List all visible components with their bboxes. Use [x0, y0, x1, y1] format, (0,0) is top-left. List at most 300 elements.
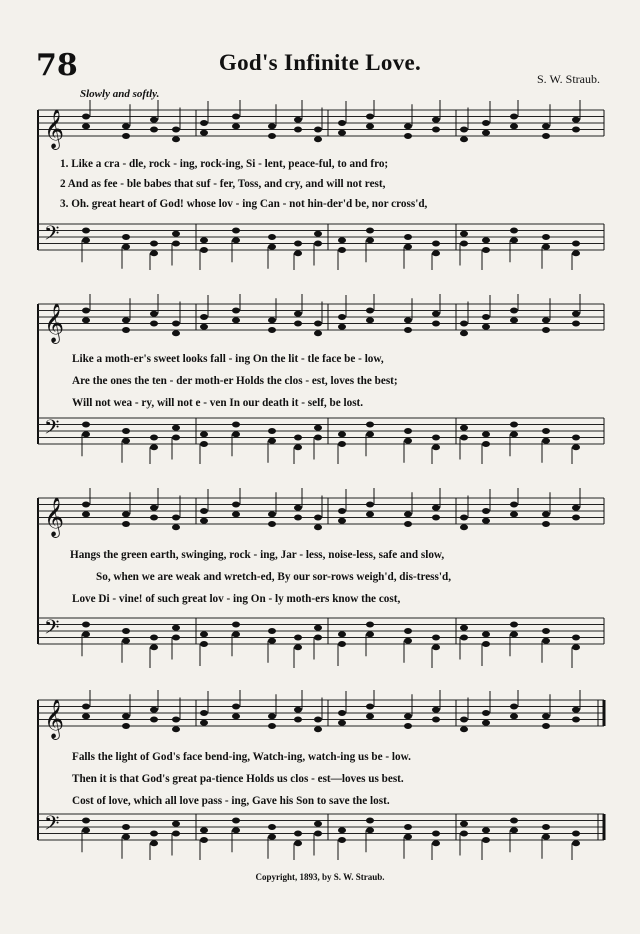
note-head — [232, 422, 240, 428]
note-head — [366, 704, 374, 710]
note-head — [294, 321, 302, 327]
note-head — [366, 818, 374, 824]
note-head — [432, 435, 440, 441]
note-head — [232, 502, 240, 508]
note-head — [338, 237, 346, 243]
note-head — [294, 840, 302, 846]
note-head — [542, 628, 550, 634]
note-head — [294, 644, 302, 650]
note-head — [542, 521, 550, 527]
note-head — [338, 130, 346, 136]
note-head — [268, 723, 276, 729]
note-head — [510, 237, 518, 243]
note-head — [404, 824, 412, 830]
note-head — [338, 324, 346, 330]
note-head — [294, 241, 302, 247]
note-head — [510, 114, 518, 120]
note-head — [314, 717, 322, 723]
note-head — [510, 431, 518, 437]
lyrics-block — [36, 544, 606, 610]
note-head — [482, 641, 490, 647]
note-head — [82, 502, 90, 508]
lyric-line-verse-1: Like a moth-er's sweet looks fall - ing On the lit - tle face be - low, — [72, 353, 384, 365]
note-head — [200, 641, 208, 647]
note-head — [314, 330, 322, 336]
note-head — [268, 824, 276, 830]
note-head — [172, 726, 180, 732]
note-head — [232, 622, 240, 628]
note-head — [314, 821, 322, 827]
note-head — [542, 234, 550, 240]
note-head — [150, 444, 158, 450]
note-head — [172, 127, 180, 133]
note-head — [200, 324, 208, 330]
note-head — [82, 704, 90, 710]
note-head — [460, 625, 468, 631]
note-head — [314, 136, 322, 142]
note-head — [338, 518, 346, 524]
note-head — [572, 311, 580, 317]
note-head — [268, 521, 276, 527]
note-head — [460, 821, 468, 827]
note-head — [150, 117, 158, 123]
note-head — [172, 821, 180, 827]
note-head — [150, 831, 158, 837]
note-head — [172, 831, 180, 837]
note-head — [542, 133, 550, 139]
note-head — [82, 228, 90, 234]
note-head — [482, 508, 490, 514]
note-head — [460, 136, 468, 142]
lyric-line-verse-3: Love Di - vine! of such great lov - ing On - ly moth-ers know the cost, — [72, 593, 401, 605]
lyrics-block — [36, 348, 606, 414]
note-head — [268, 511, 276, 517]
note-head — [460, 231, 468, 237]
note-head — [200, 431, 208, 437]
note-head — [338, 508, 346, 514]
note-head — [432, 717, 440, 723]
note-head — [150, 250, 158, 256]
note-head — [232, 818, 240, 824]
note-head — [338, 631, 346, 637]
note-head — [122, 438, 130, 444]
note-head — [200, 314, 208, 320]
note-head — [232, 704, 240, 710]
note-head — [314, 435, 322, 441]
note-head — [294, 117, 302, 123]
note-head — [542, 511, 550, 517]
hymn-header — [0, 48, 640, 88]
note-head — [482, 837, 490, 843]
note-head — [366, 631, 374, 637]
bass-clef-icon: 𝄢 — [44, 811, 60, 840]
note-head — [460, 321, 468, 327]
note-head — [200, 237, 208, 243]
note-head — [460, 435, 468, 441]
note-head — [232, 237, 240, 243]
note-head — [366, 622, 374, 628]
note-head — [268, 428, 276, 434]
note-head — [268, 244, 276, 250]
note-head — [294, 444, 302, 450]
note-head — [510, 502, 518, 508]
note-head — [314, 241, 322, 247]
note-head — [482, 441, 490, 447]
note-head — [314, 127, 322, 133]
note-head — [542, 317, 550, 323]
note-head — [82, 123, 90, 129]
note-head — [172, 231, 180, 237]
note-head — [232, 317, 240, 323]
note-head — [460, 831, 468, 837]
note-head — [404, 438, 412, 444]
lyric-line-verse-3: 3. Oh. great heart of God! whose lov - ing Can - not hin-der'd be, nor cross'd, — [60, 198, 428, 210]
note-head — [294, 831, 302, 837]
note-head — [314, 726, 322, 732]
note-head — [150, 635, 158, 641]
note-head — [150, 241, 158, 247]
note-head — [122, 834, 130, 840]
note-head — [232, 114, 240, 120]
note-head — [122, 723, 130, 729]
note-head — [122, 428, 130, 434]
note-head — [366, 511, 374, 517]
note-head — [314, 635, 322, 641]
note-head — [404, 133, 412, 139]
note-head — [572, 717, 580, 723]
note-head — [172, 330, 180, 336]
lyric-line-verse-2: Are the ones the ten - der moth-er Holds the clos - est, loves the best; — [72, 375, 398, 387]
note-head — [268, 317, 276, 323]
note-head — [366, 123, 374, 129]
treble-clef-icon: 𝄞 — [44, 497, 65, 537]
note-head — [404, 723, 412, 729]
note-head — [432, 321, 440, 327]
note-head — [432, 241, 440, 247]
bass-clef-icon: 𝄢 — [44, 615, 60, 644]
note-head — [404, 244, 412, 250]
note-head — [122, 234, 130, 240]
note-head — [366, 317, 374, 323]
note-head — [314, 425, 322, 431]
note-head — [572, 515, 580, 521]
note-head — [82, 237, 90, 243]
note-head — [172, 136, 180, 142]
note-head — [338, 431, 346, 437]
note-head — [366, 308, 374, 314]
note-head — [150, 311, 158, 317]
note-head — [172, 635, 180, 641]
note-head — [122, 824, 130, 830]
lyric-line-verse-3: Will not wea - ry, will not e - ven In our death it - self, be lost. — [72, 397, 364, 409]
note-head — [200, 518, 208, 524]
note-head — [404, 234, 412, 240]
lyric-line-verse-1: Hangs the green earth, swinging, rock - ing, Jar - less, noise-less, safe and slow, — [70, 549, 445, 561]
note-head — [542, 123, 550, 129]
note-head — [268, 638, 276, 644]
note-head — [268, 628, 276, 634]
note-head — [314, 515, 322, 521]
note-head — [82, 631, 90, 637]
music-system-4 — [36, 690, 606, 860]
note-head — [432, 127, 440, 133]
note-head — [572, 444, 580, 450]
note-head — [432, 644, 440, 650]
note-head — [122, 317, 130, 323]
note-head — [172, 425, 180, 431]
note-head — [542, 428, 550, 434]
note-head — [366, 422, 374, 428]
note-head — [338, 441, 346, 447]
note-head — [200, 441, 208, 447]
note-head — [482, 827, 490, 833]
note-head — [510, 511, 518, 517]
note-head — [460, 241, 468, 247]
note-head — [432, 505, 440, 511]
note-head — [572, 831, 580, 837]
note-head — [150, 840, 158, 846]
page-number: 78 — [36, 48, 78, 83]
note-head — [404, 428, 412, 434]
note-head — [432, 250, 440, 256]
note-head — [172, 241, 180, 247]
note-head — [122, 713, 130, 719]
note-head — [268, 327, 276, 333]
note-head — [432, 840, 440, 846]
note-head — [82, 308, 90, 314]
note-head — [338, 120, 346, 126]
note-head — [572, 117, 580, 123]
note-head — [404, 123, 412, 129]
treble-clef-icon: 𝄞 — [44, 699, 65, 739]
note-head — [122, 244, 130, 250]
note-head — [482, 120, 490, 126]
note-head — [82, 622, 90, 628]
note-head — [338, 837, 346, 843]
note-head — [294, 515, 302, 521]
note-head — [542, 638, 550, 644]
note-head — [122, 521, 130, 527]
note-head — [200, 130, 208, 136]
note-head — [510, 704, 518, 710]
note-head — [572, 707, 580, 713]
music-system-3 — [36, 488, 606, 668]
note-head — [200, 631, 208, 637]
note-head — [232, 827, 240, 833]
copyright-notice: Copyright, 1893, by S. W. Straub. — [255, 872, 385, 882]
note-head — [482, 631, 490, 637]
note-head — [338, 720, 346, 726]
note-head — [404, 713, 412, 719]
note-head — [338, 314, 346, 320]
note-head — [510, 422, 518, 428]
note-head — [150, 515, 158, 521]
note-head — [510, 228, 518, 234]
note-head — [432, 635, 440, 641]
note-head — [314, 524, 322, 530]
note-head — [82, 422, 90, 428]
note-head — [482, 710, 490, 716]
note-head — [172, 717, 180, 723]
note-head — [482, 720, 490, 726]
note-head — [294, 127, 302, 133]
note-head — [432, 311, 440, 317]
note-head — [200, 508, 208, 514]
note-head — [404, 511, 412, 517]
note-head — [268, 123, 276, 129]
note-head — [82, 827, 90, 833]
note-head — [366, 713, 374, 719]
note-head — [150, 707, 158, 713]
note-head — [150, 717, 158, 723]
composer-credit: S. W. Straub. — [536, 72, 600, 86]
note-head — [460, 635, 468, 641]
note-head — [314, 831, 322, 837]
note-head — [314, 231, 322, 237]
note-head — [314, 321, 322, 327]
note-head — [510, 308, 518, 314]
note-head — [572, 435, 580, 441]
lyric-line-verse-1: 1. Like a cra - dle, rock - ing, rock-ing, Si - lent, peace-ful, to and fro; — [60, 158, 389, 170]
note-head — [572, 250, 580, 256]
bass-clef-icon: 𝄢 — [44, 221, 60, 250]
note-head — [82, 511, 90, 517]
note-head — [82, 317, 90, 323]
note-head — [404, 638, 412, 644]
note-head — [542, 824, 550, 830]
note-head — [460, 524, 468, 530]
note-head — [510, 622, 518, 628]
note-head — [294, 707, 302, 713]
note-head — [82, 431, 90, 437]
note-head — [338, 827, 346, 833]
note-head — [82, 818, 90, 824]
bass-clef-icon: 𝄢 — [44, 415, 60, 444]
note-head — [542, 244, 550, 250]
note-head — [542, 834, 550, 840]
note-head — [572, 644, 580, 650]
note-head — [200, 120, 208, 126]
note-head — [366, 114, 374, 120]
note-head — [122, 123, 130, 129]
note-head — [404, 628, 412, 634]
note-head — [482, 324, 490, 330]
note-head — [200, 827, 208, 833]
note-head — [172, 524, 180, 530]
note-head — [572, 241, 580, 247]
note-head — [232, 123, 240, 129]
note-head — [294, 250, 302, 256]
note-head — [542, 713, 550, 719]
note-head — [404, 521, 412, 527]
note-head — [150, 435, 158, 441]
lyric-line-verse-3: Cost of love, which all love pass - ing, Gave his Son to save the lost. — [72, 795, 390, 807]
note-head — [460, 330, 468, 336]
note-head — [572, 635, 580, 641]
note-head — [122, 133, 130, 139]
note-head — [294, 717, 302, 723]
note-head — [572, 127, 580, 133]
lyric-line-verse-2: 2 And as fee - ble babes that suf - fer, Toss, and cry, and will not rest, — [60, 178, 386, 190]
note-head — [366, 228, 374, 234]
note-head — [482, 130, 490, 136]
lyrics-block — [36, 154, 606, 214]
treble-clef-icon: 𝄞 — [44, 303, 65, 343]
note-head — [200, 247, 208, 253]
note-head — [482, 237, 490, 243]
note-head — [82, 713, 90, 719]
note-head — [232, 308, 240, 314]
note-head — [150, 644, 158, 650]
note-head — [460, 726, 468, 732]
note-head — [572, 840, 580, 846]
note-head — [314, 625, 322, 631]
note-head — [572, 505, 580, 511]
note-head — [510, 713, 518, 719]
lyric-line-verse-1: Falls the light of God's face bend-ing, Watch-ing, watch-ing us be - low. — [72, 751, 411, 763]
music-system-1 — [36, 100, 606, 270]
note-head — [510, 317, 518, 323]
note-head — [460, 717, 468, 723]
note-head — [200, 720, 208, 726]
tempo-marking: Slowly and softly. — [80, 88, 160, 100]
note-head — [482, 431, 490, 437]
note-head — [232, 431, 240, 437]
note-head — [482, 314, 490, 320]
note-head — [150, 321, 158, 327]
note-head — [232, 713, 240, 719]
note-head — [172, 515, 180, 521]
note-head — [122, 638, 130, 644]
note-head — [294, 635, 302, 641]
note-head — [338, 641, 346, 647]
note-head — [510, 827, 518, 833]
note-head — [404, 834, 412, 840]
note-head — [460, 515, 468, 521]
note-head — [510, 631, 518, 637]
note-head — [510, 123, 518, 129]
note-head — [232, 631, 240, 637]
note-head — [200, 710, 208, 716]
note-head — [404, 317, 412, 323]
note-head — [122, 511, 130, 517]
note-head — [268, 834, 276, 840]
note-head — [172, 435, 180, 441]
note-head — [122, 327, 130, 333]
note-head — [232, 511, 240, 517]
note-head — [432, 117, 440, 123]
note-head — [82, 114, 90, 120]
note-head — [404, 327, 412, 333]
note-head — [460, 127, 468, 133]
note-head — [294, 311, 302, 317]
note-head — [460, 425, 468, 431]
note-head — [338, 247, 346, 253]
note-head — [294, 505, 302, 511]
note-head — [200, 837, 208, 843]
note-head — [366, 502, 374, 508]
lyric-line-verse-2: So, when we are weak and wretch-ed, By our sor-rows weigh'd, dis-tress'd, — [96, 571, 452, 583]
note-head — [542, 438, 550, 444]
note-head — [482, 247, 490, 253]
note-head — [366, 431, 374, 437]
lyrics-block — [36, 746, 606, 812]
note-head — [510, 818, 518, 824]
note-head — [172, 321, 180, 327]
hymn-title: God's Infinite Love. — [218, 50, 422, 75]
note-head — [482, 518, 490, 524]
note-head — [150, 127, 158, 133]
